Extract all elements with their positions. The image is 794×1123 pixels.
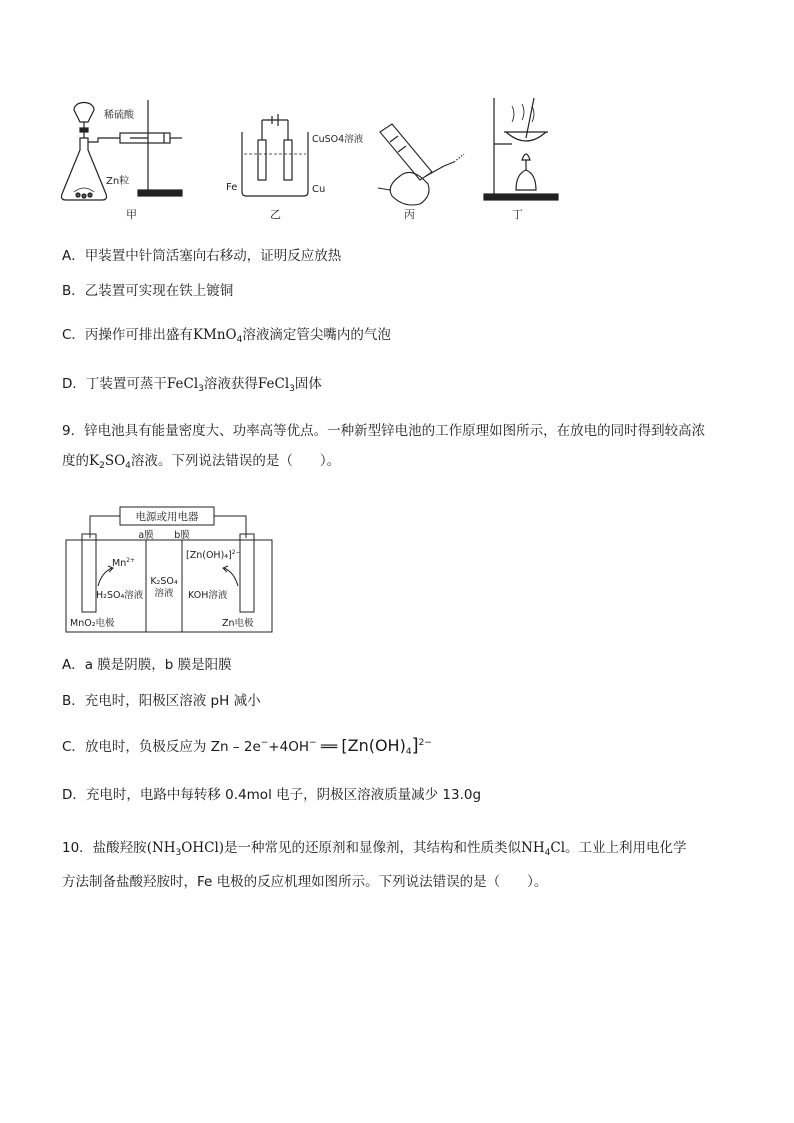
q8-option-d: D．丁装置可蒸干FeCl$_3$溶液获得FeCl$_3$固体 [62,376,322,394]
q9-option-a: A．a 膜是阴膜，b 膜是阳膜 [62,657,232,673]
caption-yi: 乙 [270,208,281,221]
label-dilute-sulfuric-acid: 稀硫酸 [104,110,134,121]
h2so4-solution-label: H₂SO₄溶液 [96,590,144,601]
q8-option-a: A．甲装置中针筒活塞向右移动，证明反应放热 [62,248,342,264]
zn-electrode-label: Zn电极 [222,618,254,629]
caption-bing: 丙 [404,208,415,221]
koh-solution-label: KOH溶液 [188,590,228,601]
apparatus-figure [60,92,560,227]
q8-option-c: C．丙操作可排出盛有KMnO$_4$溶液滴定管尖嘴内的气泡 [62,327,391,345]
caption-ding: 丁 [512,208,523,221]
mn-ion-label: $Mn^{2+}$ [112,557,136,569]
q9-option-c: C．放电时，负极反应为 Zn – 2e−+4OH− ══ $[Zn(OH)_4]^{2-}$ [62,735,432,757]
q9-stem-line1: 9．锌电池具有能量密度大、功率高等优点。一种新型锌电池的工作原理如图所示，在放电的同时得到较高浓 [62,423,706,439]
q9-option-d: D．充电时，电路中每转移 0.4mol 电子，阴极区溶液质量减少 13.0g [62,787,482,803]
zn-complex-label: $[Zn(OH)_4]^{2-}$ [186,549,241,561]
power-source-label: 电源或用电器 [135,511,199,523]
k2so4-label: K₂SO₄ [150,576,178,587]
apparatus-bing [378,124,464,205]
label-fe: Fe [226,182,238,193]
apparatus-ding [484,98,558,200]
q9-stem-line2: 度的$K_2SO_4$溶液。下列说法错误的是（ ）。 [62,453,341,471]
label-zn-granules: Zn粒 [106,176,130,187]
a-membrane-label: a膜 [138,530,154,541]
label-cu: Cu [312,184,326,195]
q9-option-b: B．充电时，阳极区溶液 pH 减小 [62,693,261,709]
q10-stem-line2: 方法制备盐酸羟胺时，Fe 电极的反应机理如图所示。下列说法错误的是（ ）。 [62,874,548,890]
q10-stem-line1: 10．盐酸羟胺$(NH_3OHCl)$是一种常见的还原剂和显像剂，其结构和性质类似$NH_4Cl$。工业上利用电化学 [62,840,687,858]
apparatus-yi [242,114,308,196]
mno2-electrode-label: MnO₂电极 [70,618,115,629]
k2so4-solution-label: 溶液 [154,588,174,599]
q8-option-b: B．乙装置可实现在铁上镀铜 [62,283,234,299]
zinc-battery-diagram [62,500,276,634]
caption-jia: 甲 [126,208,137,221]
b-membrane-label: b膜 [174,530,190,541]
label-cuso4-solution: CuSO4溶液 [312,134,364,145]
